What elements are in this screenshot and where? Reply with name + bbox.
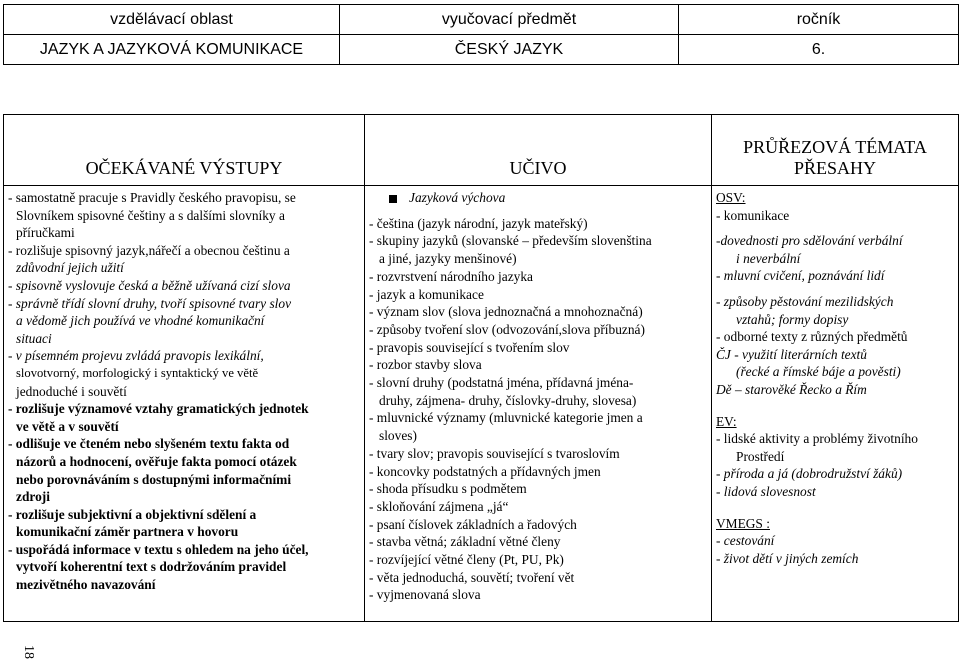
curriculum-line: - mluvnické významy (mluvnické kategorie jmen a: [369, 410, 643, 426]
curriculum-line: - skupiny jazyků (slovanské – především slovenština: [369, 233, 652, 249]
curriculum-line: - pravopis související s tvořením slov: [369, 339, 570, 355]
value-area: JAZYK A JAZYKOVÁ KOMUNIKACE: [4, 35, 340, 65]
curriculum-line: - rozbor stavby slova: [369, 357, 482, 373]
curriculum-line: - rozvíjející větné členy (Pt, PU, Pk): [369, 552, 564, 568]
osv-item: i neverbální: [736, 250, 801, 266]
outcome-line: nebo porovnáváním s dostupnými informačními: [16, 471, 292, 487]
curriculum-line: - rozvrstvení národního jazyka: [369, 268, 533, 284]
ev-item: Prostředí: [736, 448, 785, 464]
curriculum-line: - jazyk a komunikace: [369, 286, 484, 302]
curriculum-line: - způsoby tvoření slov (odvozování,slova příbuzná): [369, 321, 645, 337]
curriculum-line: - tvary slov; pravopis související s tvaroslovím: [369, 445, 620, 461]
curriculum-line: - vyjmenovaná slova: [369, 587, 481, 603]
vmegs-label: VMEGS :: [716, 515, 770, 531]
outcome-line: ve větě a v souvětí: [16, 418, 119, 434]
outcomes-cell: [4, 186, 365, 622]
curriculum-line: - slovní druhy (podstatná jména, přídavná jména-: [369, 375, 634, 391]
outcome-line: mezivětného navazování: [16, 577, 156, 593]
outcome-line: situaci: [16, 330, 52, 346]
label-subject: vyučovací předmět: [340, 5, 679, 35]
outcome-line: - samostatně pracuje s Pravidly českého pravopisu, se: [8, 190, 296, 205]
outcome-line: slovotvorný, morfologický i syntaktický ve větě: [16, 365, 259, 380]
curriculum-heading: Jazyková výchova: [369, 189, 707, 207]
curriculum-line: - skloňování zájmena „já“: [369, 498, 509, 514]
outcomes-title: OČEKÁVANÉ VÝSTUPY: [4, 115, 365, 186]
curriculum-line: a jiné, jazyky menšinové): [379, 251, 517, 267]
value-subject: ČESKÝ JAZYK: [340, 35, 679, 65]
outcome-line: - v písemném projevu zvládá pravopis lexikální,: [8, 348, 264, 364]
outcome-line: - rozlišuje významové vztahy gramatických jednotek: [8, 401, 309, 417]
osv-item: Dě – starověké Řecko a Řím: [716, 381, 867, 397]
outcome-line: - odlišuje ve čteném nebo slyšeném textu fakta od: [8, 436, 290, 452]
curriculum-line: - koncovky podstatných a přídavných jmen: [369, 463, 601, 479]
curriculum-line: - stavba větná; základní větné členy: [369, 534, 561, 550]
ev-item: - příroda a já (dobrodružství žáků): [716, 466, 903, 482]
ev-item: - lidské aktivity a problémy životního: [716, 431, 918, 447]
outcome-line: Slovníkem spisovné češtiny a s dalšími slovníky a: [16, 207, 285, 223]
osv-item: - způsoby pěstování mezilidských: [716, 293, 894, 309]
themes-title-1: PRŮŘEZOVÁ TÉMATA: [743, 137, 927, 157]
label-grade: ročník: [679, 5, 959, 35]
curriculum-line: - čeština (jazyk národní, jazyk mateřský): [369, 215, 588, 231]
osv-item: -dovednosti pro sdělování verbální: [716, 233, 903, 249]
outcome-line: - uspořádá informace v textu s ohledem na jeho účel,: [8, 541, 309, 557]
osv-item: - mluvní cvičení, poznávání lidí: [716, 268, 885, 284]
themes-title-2: PŘESAHY: [793, 158, 877, 178]
themes-title: [712, 115, 959, 186]
osv-item: - komunikace: [716, 207, 790, 223]
outcome-line: komunikační záměr partnera v hovoru: [16, 524, 239, 540]
ev-item: - lidová slovesnost: [716, 483, 816, 499]
outcome-line: zdroji: [16, 489, 50, 505]
outcome-line: zdůvodní jejich užití: [16, 260, 124, 276]
outcome-line: jednoduché i souvětí: [16, 383, 127, 399]
curriculum-line: - psaní číslovek základních a řadových: [369, 516, 577, 532]
curriculum-line: druhy, zájmena- druhy, číslovky-druhy, slovesa): [379, 392, 637, 408]
outcome-line: - spisovně vyslovuje česká a běžně užívaná cizí slova: [8, 277, 291, 293]
outcome-line: názorů a hodnocení, ověřuje fakta pomocí otázek: [16, 453, 297, 469]
ev-label: EV:: [716, 413, 737, 429]
page-number: 18: [21, 645, 36, 659]
osv-item: - odborné texty z různých předmětů: [716, 329, 908, 345]
curriculum-cell: [365, 186, 712, 622]
outcome-line: příručkami: [16, 225, 75, 241]
themes-cell: [712, 186, 959, 622]
osv-item: vztahů; formy dopisy: [736, 311, 849, 327]
osv-item: ČJ - využití literárních textů: [716, 346, 867, 362]
curriculum-table: [3, 114, 959, 622]
outcome-line: - správně třídí slovní druhy, tvoří spisovné tvary slov: [8, 295, 292, 311]
curriculum-line: - význam slov (slova jednoznačná a mnohoznačná): [369, 304, 643, 320]
curriculum-line: sloves): [379, 428, 417, 444]
vmegs-item: - cestování: [716, 533, 775, 549]
osv-label: OSV:: [716, 190, 746, 205]
square-bullet-icon: [389, 195, 397, 203]
header-table: [3, 4, 959, 65]
label-area: vzdělávací oblast: [4, 5, 340, 35]
outcome-line: - rozlišuje subjektivní a objektivní sdělení a: [8, 506, 257, 522]
outcome-line: vytvoří koherentní text s dodržováním pravidel: [16, 559, 287, 575]
curriculum-title: UČIVO: [365, 115, 712, 186]
osv-item: (řecké a římské báje a pověsti): [736, 364, 901, 380]
curriculum-line: - shoda přísudku s podmětem: [369, 481, 527, 497]
outcome-line: a vědomě jich používá ve vhodné komunikační: [16, 313, 265, 329]
outcome-line: - rozlišuje spisovný jazyk,nářečí a obecnou češtinu a: [8, 242, 290, 258]
vmegs-item: - život dětí v jiných zemích: [716, 550, 859, 566]
curriculum-line: - věta jednoduchá, souvětí; tvoření vět: [369, 569, 575, 585]
value-grade: 6.: [679, 35, 959, 65]
